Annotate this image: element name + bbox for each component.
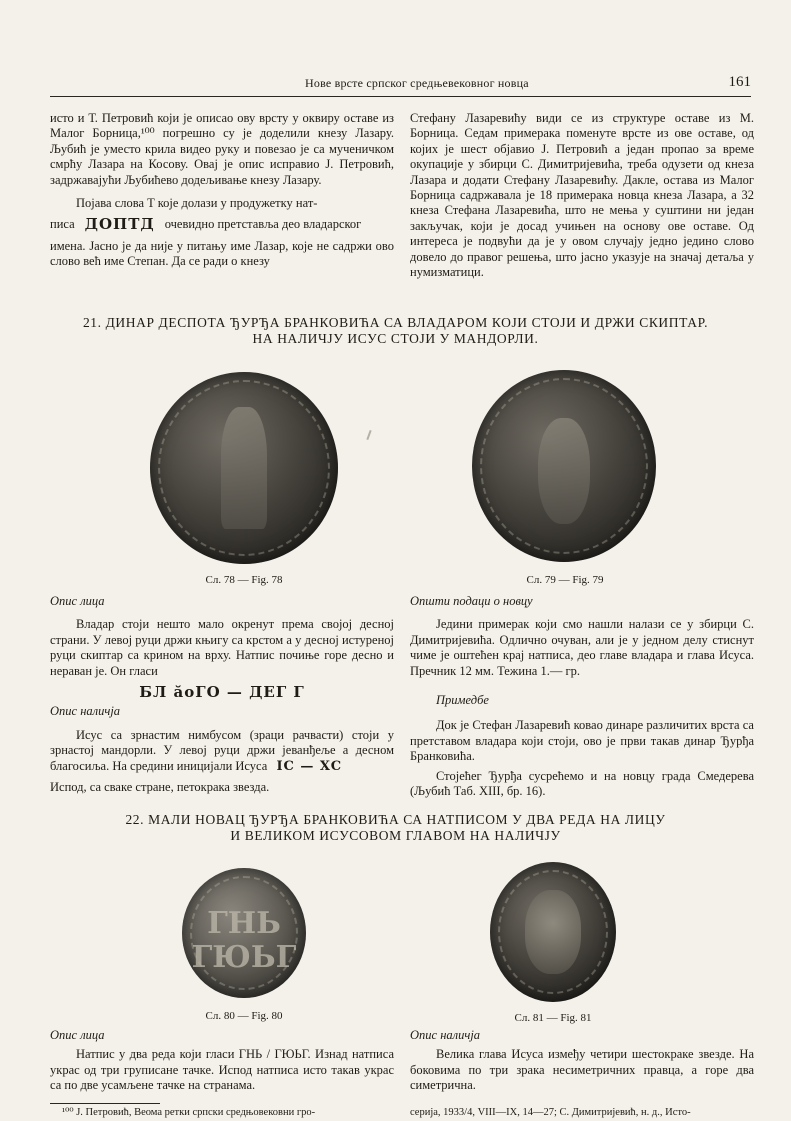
paragraph: Појава слова T које долази у продужетку нат- <box>76 196 318 211</box>
page-number: 161 <box>728 74 751 90</box>
right-column-top <box>410 111 754 280</box>
paragraph: Једини примерак који смо нашли налази се у збирци С. Димитријевића. Одлично очуван, али је у једном делу стиснут чиме је оштећен крај натписа, део главе владара и глава Исуса. Пречник 12 мм. Тежина 1.— гр. <box>410 617 754 678</box>
figure-caption: Сл. 80 — Fig. 80 <box>205 1010 283 1022</box>
inscription-text: ДОПТД <box>84 215 155 234</box>
section-title-line: 21. ДИНАР ДЕСПОТА ЂУРЂА БРАНКОВИЋА СА ВЛАДАРОМ КОЈИ СТОЈИ И ДРЖИ СКИПТАР. <box>82 315 709 330</box>
coin-inscription <box>182 907 306 975</box>
right-column-bottom <box>410 1028 754 1094</box>
subheading: Опис лица <box>50 594 105 608</box>
paragraph: Владар стоји нешто мало окренут према својој десној страни. У левој руци држи књигу са крстом а у десној истуреној руци скиптар са крином на врху. Натпис почиње горе десно и нераван је. Он гласи <box>50 617 394 678</box>
running-title: Нове врсте српског средњевековног новца <box>305 76 529 90</box>
paragraph: Натпис у два реда који гласи ГНЬ / ГЮЬГ. Изнад натписа украс од три груписане тачке. Испод натписа исто такав украс са по две усамљене тачке на странама. <box>50 1047 394 1093</box>
left-column-middle <box>50 594 394 795</box>
subheading: Примедбе <box>436 693 489 708</box>
paragraph-fragment: очевидно претставља део владарског <box>164 217 362 232</box>
subheading: Опис наличја <box>410 1028 481 1042</box>
paragraph: Испод, са сваке стране, петокрака звезда. <box>50 780 270 795</box>
figure-caption: Сл. 78 — Fig. 78 <box>205 574 283 586</box>
paragraph-fragment: писа <box>50 217 75 232</box>
coin-image-fig-81 <box>490 862 616 1002</box>
right-column-middle <box>410 594 754 799</box>
coin-image-fig-78 <box>150 372 338 564</box>
left-column-top <box>50 111 394 270</box>
coin-inscription-line: ГЮЬГ <box>191 940 297 975</box>
subheading: Опис наличја <box>50 704 121 719</box>
section-22-title <box>40 812 751 844</box>
initials-text: IC — XC <box>276 758 343 774</box>
coin-image-fig-80 <box>182 868 306 998</box>
section-title-line: И ВЕЛИКОМ ИСУСОВОМ ГЛАВОМ НА НАЛИЧЈУ <box>230 828 561 843</box>
paragraph <box>50 728 394 774</box>
coin-image-fig-79 <box>472 370 656 562</box>
paragraph: исто и Т. Петровић који је описао ову врсту у оквиру оставе из Малог Борница,¹⁰⁰ погрешно су је доделили кнезу Лазару. Љубић је уместо крила видео руку и повезао је са мученичком смрћу Лазара на Косову. Овај је опис исправио Ј. Петровић, задржавајући Љубићево додељивање кнезу Лазару. <box>50 111 394 187</box>
section-21-title <box>40 315 751 347</box>
paragraph-text: Исус са зрнастим нимбусом (зраци рачвасти) стоји у зрнастој мандорли. У левој руци држи јеванђеље а десном благосиља. На средини иницијали Исуса <box>50 727 394 773</box>
footnote-left: ¹⁰⁰ Ј. Петровић, Веома ретки српски средњовековни гро- <box>62 1107 316 1118</box>
inscription-row <box>50 217 394 232</box>
left-column-bottom <box>50 1028 394 1094</box>
paragraph: Стефану Лазаревићу види се из структуре оставе из М. Борница. Седам примерака поменуте врсте из ове оставе, од којих је шест објавио Ј. Петровић а један пропао за време окупације у збирци С. Димитријевића, треба одузети од кнеза Лазара и додати Стефану Лазаревићу. Дакле, остава из Малог Борница садржавала је 18 примерака новца кнеза Лазара, а 32 кнеза Стефана Лазаревића, што не мења у суштини ни један закључак, који је досад учињен на основу ове оставе. Од интереса је подвући да је у овом случају једно једино слово довело до правог решења, што јасно указује на значај детаља у нумизматици. <box>410 111 754 280</box>
paragraph: Док је Стефан Лазаревић ковао динаре различитих врста са претставом владара који стоји, ово је први такав динар Ђурђа Бранковића. <box>410 718 754 764</box>
subheading: Опис лица <box>50 1028 105 1042</box>
footnote-divider <box>50 1103 160 1104</box>
inscription-text: БЛ ӑоГО — ДЕГ Г <box>139 683 305 702</box>
paragraph: Велика глава Исуса између четири шестокраке звезде. На боковима по три зрака несиметричних правца, а горе два симетрична. <box>410 1047 754 1093</box>
footnote-right: серија, 1933/4, VIII—IX, 14—27; С. Димитријевић, н. д., Исто- <box>410 1107 691 1118</box>
section-title-line: НА НАЛИЧЈУ ИСУС СТОЈИ У МАНДОРЛИ. <box>252 331 539 346</box>
figure-caption: Сл. 79 — Fig. 79 <box>526 574 604 586</box>
page-header <box>50 70 751 97</box>
section-title-line: 22. МАЛИ НОВАЦ ЂУРЂА БРАНКОВИЋА СА НАТПИСОМ У ДВА РЕДА НА ЛИЦУ <box>125 812 666 827</box>
subheading: Општи подаци о новцу <box>410 594 533 608</box>
figure-caption: Сл. 81 — Fig. 81 <box>514 1012 592 1024</box>
paragraph: Стојећег Ђурђа сусрећемо и на новцу града Смедерева (Љубић Таб. XIII, бр. 16). <box>410 768 754 799</box>
coin-inscription-line: ГНЬ <box>207 906 281 941</box>
paragraph: имена. Јасно је да није у питању име Лазар, које не садржи ово слово већ име Степан. Да се ради о кнезу <box>50 238 394 269</box>
